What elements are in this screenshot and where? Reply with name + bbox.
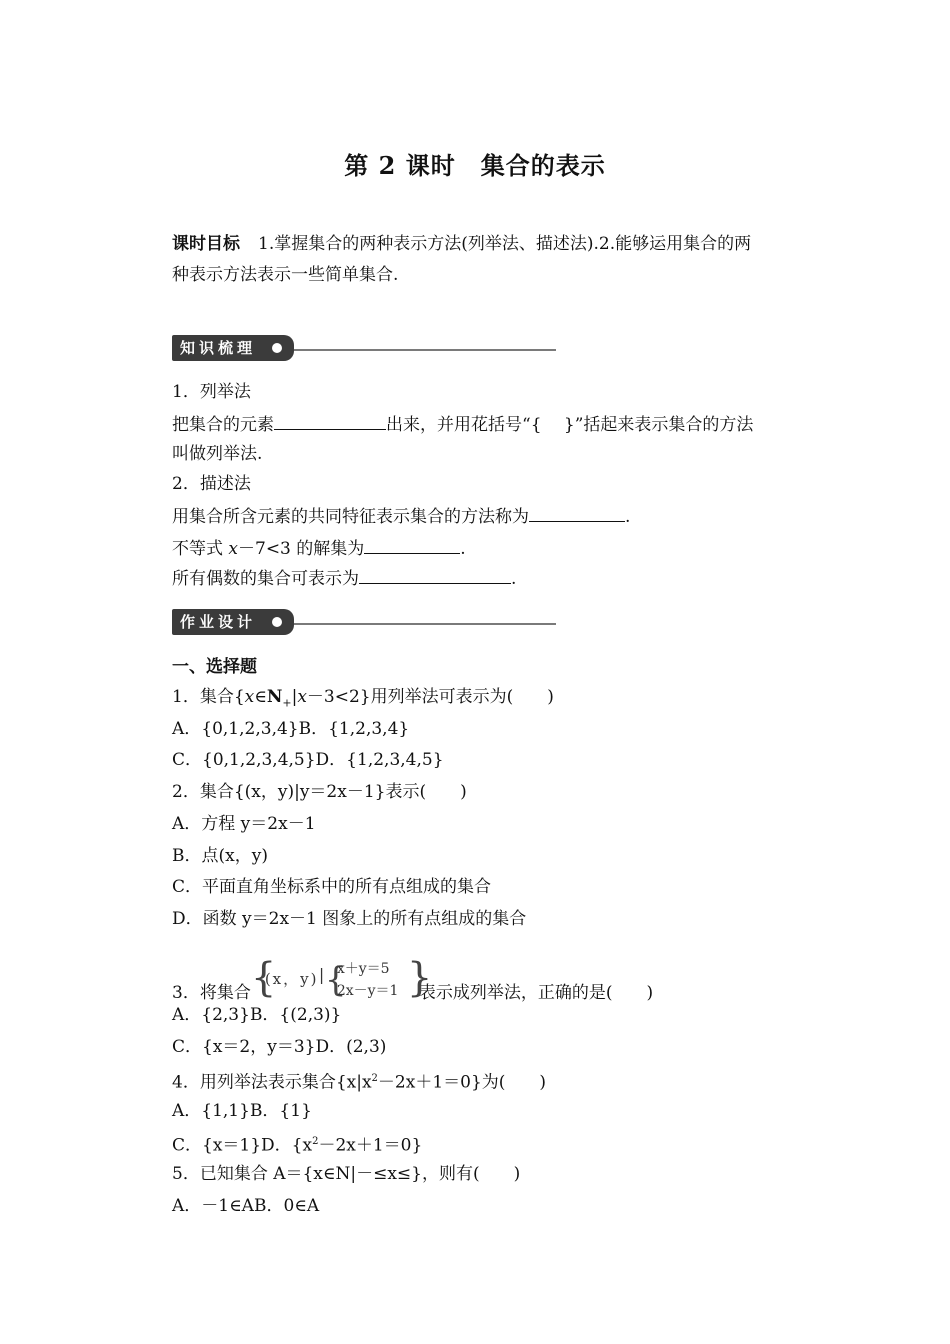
divider xyxy=(294,623,556,625)
page-title: 第 2 课时 集合的表示 xyxy=(344,151,606,180)
section-header-homework xyxy=(172,609,556,637)
question-3-option-ab: A．{2,3}B．{(2,3)} xyxy=(172,1005,342,1025)
part-heading: 一、选择题 xyxy=(172,657,257,677)
goal-text-2: 种表示方法表示一些简单集合. xyxy=(172,265,399,285)
question-1-option-cd: C．{0,1,2,3,4,5}D．{1,2,3,4,5} xyxy=(172,750,444,770)
question-4-option-ab: A．{1,1}B．{1} xyxy=(172,1101,312,1121)
section-header-label: 知识梳理 xyxy=(172,335,294,361)
list-method-text: 把集合的元素 出来，并用花括号“{ }”括起来表示集合的方法 xyxy=(172,415,754,435)
fill-blank xyxy=(274,413,386,430)
question-2-option-a: A．方程 y＝2x－1 xyxy=(172,814,316,834)
equation-system: { (x，y) | { x＋y＝5 2x－y＝1 } xyxy=(250,955,433,1001)
description-method-heading: 2．描述法 xyxy=(172,474,251,494)
goal-label: 课时目标 xyxy=(172,234,240,254)
divider xyxy=(294,349,556,351)
question-5-option-ab: A．－1∈AB．0∈A xyxy=(172,1196,320,1216)
question-3-option-cd: C．{x＝2，y＝3}D．(2,3) xyxy=(172,1037,387,1057)
fill-blank xyxy=(529,505,625,522)
question-2-option-b: B．点(x，y) xyxy=(172,846,268,866)
question-2: 2．集合{(x，y)|y＝2x－1}表示( ) xyxy=(172,782,467,802)
inequality-text: 不等式 x－7<3 的解集为 . xyxy=(172,539,466,559)
question-4: 4．用列举法表示集合$\{x|x^2-2x+1=0\}$为( ) xyxy=(172,1072,547,1093)
question-4-option-cd: C．{x＝1}D．$\{x^2-2x+1=0\}$ xyxy=(172,1135,423,1156)
question-5: 5．已知集合 A＝{x∈N|－≤x≤}，则有( ) xyxy=(172,1164,521,1184)
fill-blank xyxy=(359,567,511,584)
list-method-text-2: 叫做列举法. xyxy=(172,444,263,464)
lesson-goal xyxy=(172,233,751,255)
question-1: 1．集合$\{x\in N_+|x-3<2\}$用列举法可表示为( ) xyxy=(172,687,554,710)
description-method-text: 用集合所含元素的共同特征表示集合的方法称为 . xyxy=(172,507,631,527)
question-2-option-c: C．平面直角坐标系中的所有点组成的集合 xyxy=(172,877,492,897)
question-3: 3．将集合 { (x，y) | { x＋y＝5 2x－y＝1 } 表示成列举法，正确的是( ) xyxy=(172,955,654,1003)
fill-blank xyxy=(364,537,460,554)
question-2-option-d: D．函数 y＝2x－1 图象上的所有点组成的集合 xyxy=(172,909,527,929)
even-set-text: 所有偶数的集合可表示为 . xyxy=(172,569,517,589)
list-method-heading: 1．列举法 xyxy=(172,382,251,402)
bullet-dot-icon xyxy=(272,617,282,627)
bullet-dot-icon xyxy=(272,343,282,353)
section-header-knowledge xyxy=(172,335,556,363)
question-1-option-ab: A．{0,1,2,3,4}B．{1,2,3,4} xyxy=(172,719,410,739)
goal-text-1: 1.掌握集合的两种表示方法(列举法、描述法).2.能够运用集合的两 xyxy=(258,234,752,254)
section-header-label: 作业设计 xyxy=(172,609,294,635)
